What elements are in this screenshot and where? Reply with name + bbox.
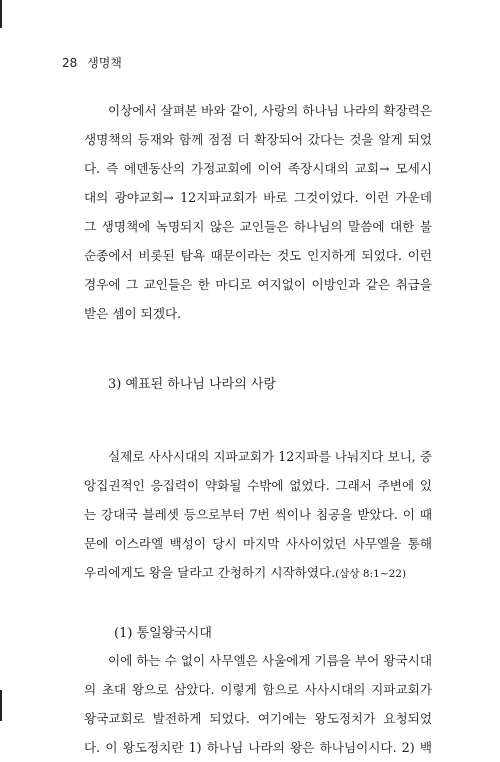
page-number: 28 xyxy=(62,56,78,70)
paragraph-1 xyxy=(84,96,432,328)
paragraph-line: 앙집권적인 응집력이 약화될 수밖에 없었다. 그래서 주변에 있 xyxy=(84,478,432,493)
running-header xyxy=(62,54,122,71)
paragraph-line: 그 생명책에 녹명되지 않은 교인들은 하나님의 말씀에 대한 불 xyxy=(84,219,432,234)
page-content xyxy=(84,96,432,762)
subsection-heading: (1) 통일왕국시대 xyxy=(114,626,212,641)
paragraph-text: 우리에게도 왕을 달라고 간청하기 시작하였다. xyxy=(84,565,336,580)
paragraph-line: 실제로 사사시대의 지파교회가 12지파를 나눠지다 보니, 중 xyxy=(108,449,432,464)
paragraph-line: 이에 하는 수 없이 사무엘은 사울에게 기름을 부어 왕국시대 xyxy=(108,653,432,668)
paragraph-line xyxy=(84,558,432,587)
page-edge-mark-bottom xyxy=(0,690,2,721)
paragraph-line: 다. 이 왕도정치란 1) 하나님 나라의 왕은 하나님이시다. 2) 백 xyxy=(84,740,432,755)
paragraph-2 xyxy=(84,442,432,587)
paragraph-line: 의 초대 왕으로 삼았다. 이렇게 함으로 사사시대의 지파교회가 xyxy=(84,682,432,697)
scripture-reference: (삼상 8:1~22) xyxy=(335,568,407,580)
paragraph-line: 대의 광야교회→ 12지파교회가 바로 그것이었다. 이런 가운데 xyxy=(84,190,432,205)
page-edge-mark-top xyxy=(0,0,2,28)
paragraph-line: 경우에 그 교인들은 한 마디로 여지없이 이방인과 같은 취급을 xyxy=(84,277,432,292)
paragraph-line: 받은 셈이 되겠다. xyxy=(84,306,182,321)
book-title: 생명책 xyxy=(87,56,122,70)
paragraph-line: 다. 즉 에덴동산의 가정교회에 이어 족장시대의 교회→ 모세시 xyxy=(84,161,432,176)
paragraph-line: 이상에서 살펴본 바와 같이, 사랑의 하나님 나라의 확장력은 xyxy=(108,103,432,118)
paragraph-line: 왕국교회로 발전하게 되었다. 여기에는 왕도정치가 요청되었 xyxy=(84,711,432,726)
section-heading: 3) 예표된 하나님 나라의 사랑 xyxy=(108,377,277,392)
paragraph-3 xyxy=(84,646,432,762)
paragraph-line: 는 강대국 블레셋 등으로부터 7번 씩이나 침공을 받았다. 이 때 xyxy=(84,507,432,522)
paragraph-line: 생명책의 등재와 함께 점점 더 확장되어 갔다는 것을 알게 되었 xyxy=(84,132,432,147)
paragraph-line: 순종에서 비롯된 탐욕 때문이라는 것도 인지하게 되었다. 이런 xyxy=(84,248,432,263)
paragraph-line: 문에 이스라엘 백성이 당시 마지막 사사이었던 사무엘을 통해 xyxy=(84,536,432,551)
